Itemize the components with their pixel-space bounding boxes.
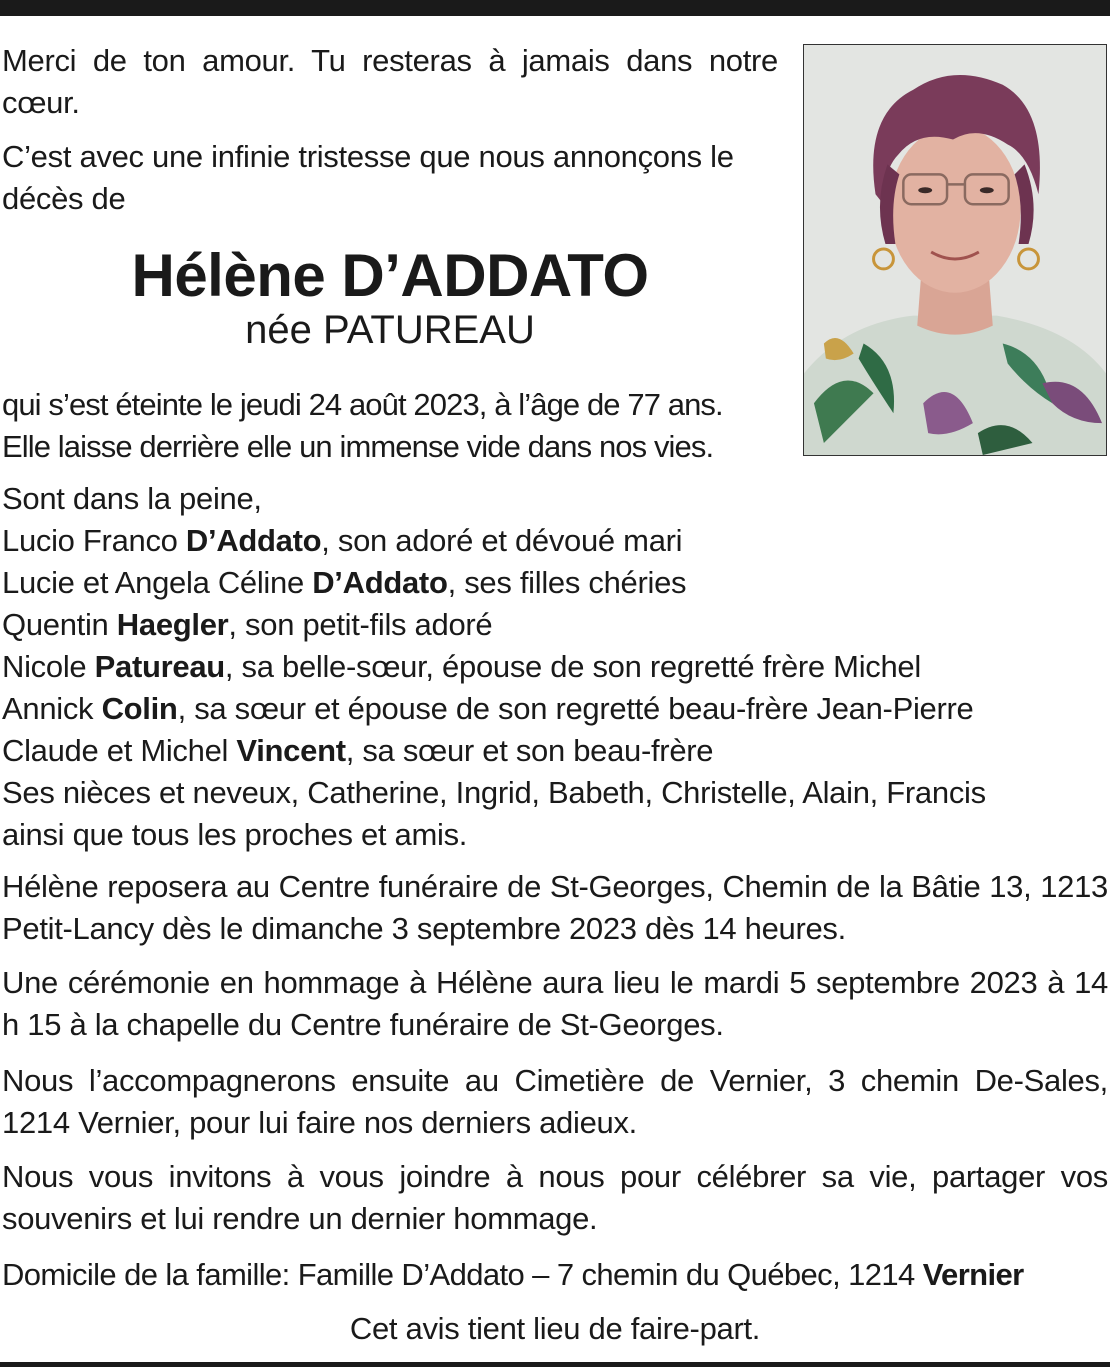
family-member <box>2 688 1102 730</box>
member-given: Annick <box>2 691 102 726</box>
invitation-text: Nous vous invitons à vous joindre à nous pour célébrer sa vie, partager vos souvenirs et lui rendre un dernier hommage. <box>2 1159 1108 1236</box>
member-given: Lucio Franco <box>2 523 186 558</box>
intro-announcement <box>2 136 778 220</box>
invitation-paragraph <box>2 1156 1108 1240</box>
member-surname: D’Addato <box>185 523 322 558</box>
top-rule <box>0 0 1110 16</box>
family-member <box>2 646 1102 688</box>
cimetiere-text: Nous l’accompagnerons ensuite au Cimetière de Vernier, 3 chemin De-Sales, 1214 Vernier, pour lui faire nos derniers adieux. <box>2 1063 1108 1140</box>
ceremonie-paragraph <box>2 962 1108 1046</box>
portrait-photo <box>803 44 1107 456</box>
ceremonie-text: Une cérémonie en hommage à Hélène aura lieu le mardi 5 septembre 2023 à 14 h 15 à la chapelle du Centre funéraire de St-Georges. <box>2 965 1108 1042</box>
reposera-text: Hélène reposera au Centre funéraire de St-Georges, Chemin de la Bâtie 13, 1213 Petit-Lancy dès le dimanche 3 septembre 2023 dès 14 heures. <box>2 869 1108 946</box>
cimetiere-paragraph <box>2 1060 1108 1144</box>
closing-text: Cet avis tient lieu de faire-part. <box>349 1311 761 1346</box>
domicile-paragraph <box>2 1254 1108 1296</box>
closing-note <box>0 1308 1110 1350</box>
member-surname: Vincent <box>236 733 346 768</box>
maiden-name: née PATUREAU <box>245 308 535 352</box>
family-member <box>2 604 1102 646</box>
bottom-rule <box>0 1362 1110 1367</box>
member-relation: , sa belle-sœur, épouse de son regretté frère Michel <box>224 649 921 684</box>
member-given: Nicole <box>2 649 95 684</box>
member-given: Quentin <box>2 607 117 642</box>
member-given: Lucie et Angela Céline <box>2 565 313 600</box>
portrait-illustration <box>804 45 1106 455</box>
domicile-text <box>2 1254 1108 1296</box>
deces-line-2: Elle laisse derrière elle un immense vide dans nos vies. <box>2 429 714 464</box>
member-relation: , sa sœur et épouse de son regretté beau-frère Jean-Pierre <box>177 691 974 726</box>
member-surname: Patureau <box>94 649 225 684</box>
family-nieces: Ses nièces et neveux, Catherine, Ingrid, Babeth, Christelle, Alain, Francis <box>2 775 986 810</box>
intro-thanks <box>2 40 778 124</box>
member-relation: , sa sœur et son beau-frère <box>345 733 714 768</box>
member-relation: , ses filles chéries <box>447 565 687 600</box>
member-relation: , son adoré et dévoué mari <box>321 523 683 558</box>
family-member <box>2 562 1102 604</box>
deces-line-1: qui s’est éteinte le jeudi 24 août 2023, à l’âge de 77 ans. <box>2 387 723 422</box>
family-list <box>2 478 1102 856</box>
deceased-name-block <box>2 240 778 354</box>
domicile-city: Vernier <box>922 1257 1024 1292</box>
member-relation: , son petit-fils adoré <box>228 607 493 642</box>
family-member <box>2 730 1102 772</box>
member-surname: D’Addato <box>312 565 448 600</box>
member-surname: Haegler <box>116 607 229 642</box>
domicile-address: Domicile de la famille: Famille D’Addato – 7 chemin du Québec, 1214 <box>2 1257 923 1292</box>
family-friends: ainsi que tous les proches et amis. <box>2 817 468 852</box>
member-surname: Colin <box>101 691 178 726</box>
deces-text <box>2 384 778 468</box>
family-heading: Sont dans la peine, <box>2 481 262 516</box>
deceased-name: Hélène D’ADDATO <box>131 242 649 309</box>
intro-announcement-text: C’est avec une infinie tristesse que nous annonçons le décès de <box>2 139 734 216</box>
family-member <box>2 520 1102 562</box>
reposera-paragraph <box>2 866 1108 950</box>
member-given: Claude et Michel <box>2 733 237 768</box>
intro-thanks-text: Merci de ton amour. Tu resteras à jamais dans notre cœur. <box>2 43 778 120</box>
